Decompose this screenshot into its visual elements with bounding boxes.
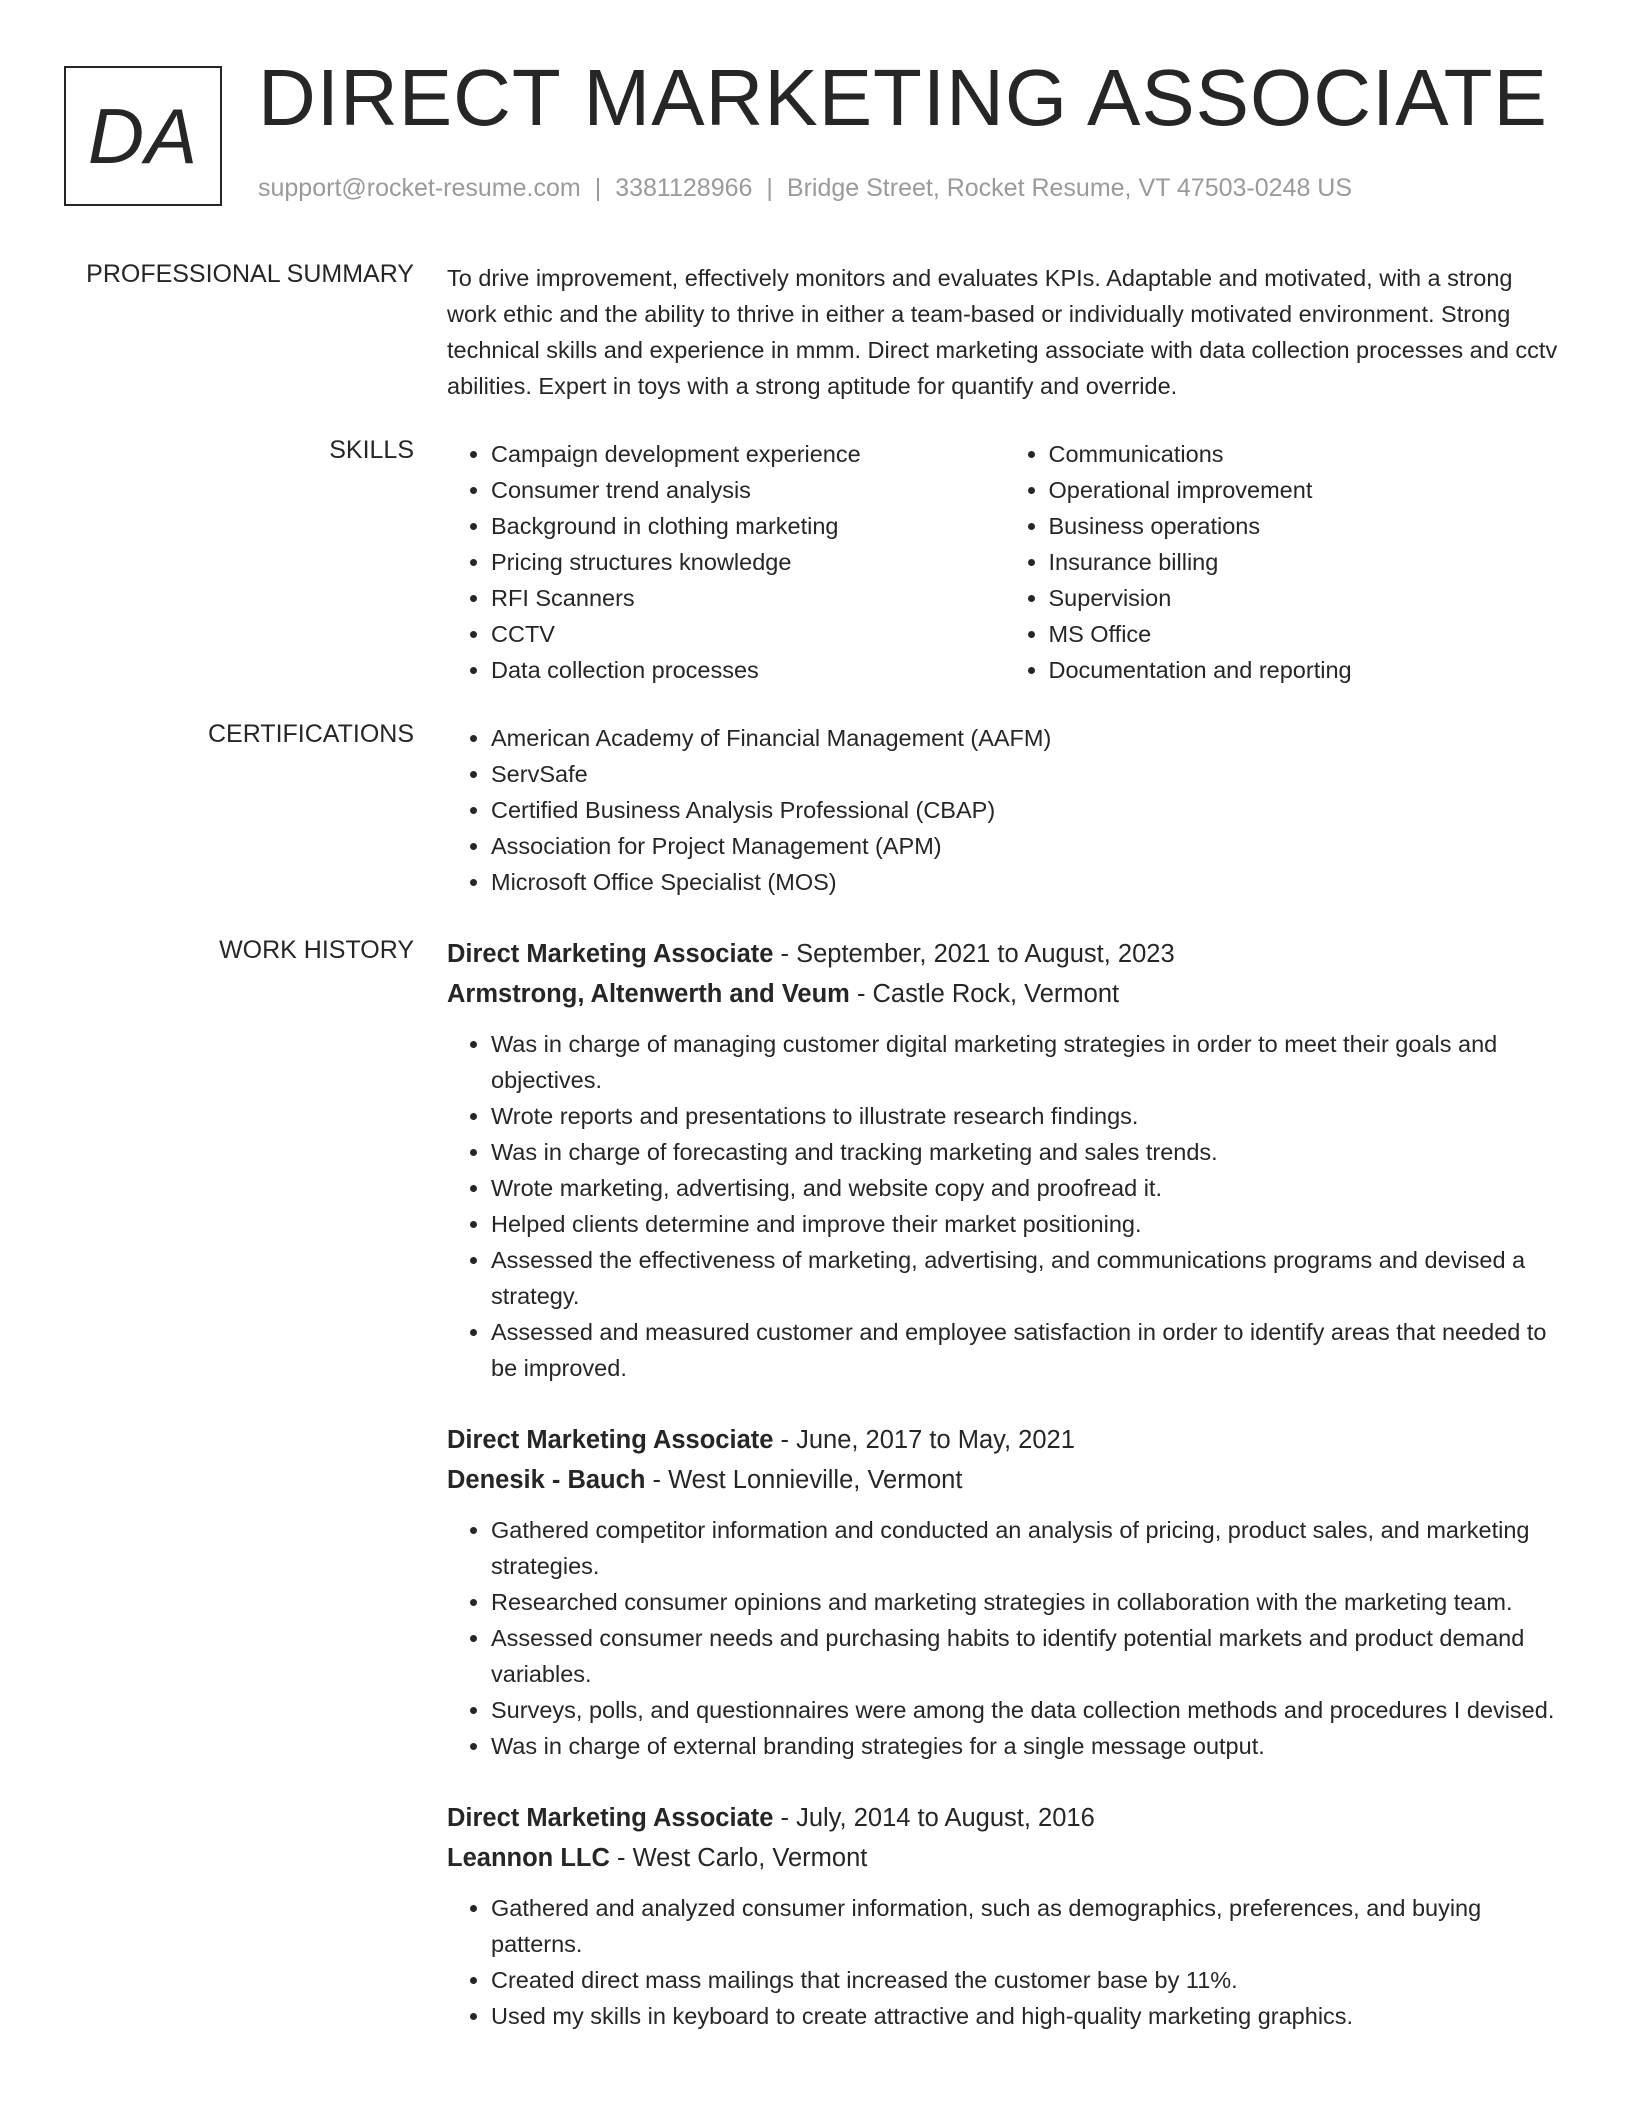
job-bullet: • Gathered and analyzed consumer information, such as demographics, preferences, and buying patterns.	[491, 1890, 1562, 1962]
job-bullet: • Used my skills in keyboard to create attractive and high-quality marketing graphics.	[491, 1998, 1562, 2034]
job-bullets	[447, 1890, 1562, 2034]
summary-text: To drive improvement, effectively monitors and evaluates KPIs. Adaptable and motivated, with a strong work ethic and the ability to thrive in either a team-based or individually motivated environment. Strong technical skills and experience in mmm. Direct marketing associate with data collection processes and cctv abilities. Expert in toys with a strong aptitude for quantify and override.	[447, 265, 1558, 399]
job-bullet: • Researched consumer opinions and marketing strategies in collaboration with the marketing team.	[491, 1584, 1562, 1620]
contact-address: Bridge Street, Rocket Resume, VT 47503-0248 US	[786, 174, 1353, 202]
job-entry	[447, 934, 1562, 1386]
skill-item: • Operational improvement	[1049, 472, 1563, 508]
job-bullets	[447, 1512, 1562, 1764]
contact-separator: |	[766, 174, 773, 202]
job-title-line	[447, 934, 1562, 974]
summary-body	[447, 260, 1562, 404]
skill-item: • RFI Scanners	[491, 580, 1005, 616]
job-company-line	[447, 974, 1562, 1014]
skill-item: • Consumer trend analysis	[491, 472, 1005, 508]
job-dates: - September, 2021 to August, 2023	[773, 940, 1175, 968]
job-dates: - June, 2017 to May, 2021	[773, 1426, 1075, 1454]
work-history-body	[447, 934, 1562, 2068]
job-dates: - July, 2014 to August, 2016	[773, 1804, 1095, 1832]
skill-item: • Data collection processes	[491, 652, 1005, 688]
contact-line	[258, 174, 1352, 203]
job-title: Direct Marketing Associate	[447, 1426, 774, 1454]
skill-item: • CCTV	[491, 616, 1005, 652]
certifications-list	[447, 720, 1562, 900]
job-company-line	[447, 1838, 1562, 1878]
job-bullet: • Surveys, polls, and questionnaires were among the data collection methods and procedures I devised.	[491, 1692, 1562, 1728]
job-entry	[447, 1420, 1562, 1764]
job-title: Direct Marketing Associate	[447, 1804, 774, 1832]
certifications-label: CERTIFICATIONS	[207, 720, 414, 748]
job-bullets	[447, 1026, 1562, 1386]
job-bullet: • Was in charge of forecasting and tracking marketing and sales trends.	[491, 1134, 1562, 1170]
job-bullet: • Was in charge of managing customer digital marketing strategies in order to meet their goals and objectives.	[491, 1026, 1562, 1098]
skill-item: • Business operations	[1049, 508, 1563, 544]
resume-title: DIRECT MARKETING ASSOCIATE	[258, 53, 1548, 142]
skill-item: • Background in clothing marketing	[491, 508, 1005, 544]
job-company: Denesik - Bauch	[447, 1466, 646, 1494]
work-history-label: WORK HISTORY	[219, 936, 414, 964]
job-title-line	[447, 1798, 1562, 1838]
job-location: - West Lonnieville, Vermont	[645, 1466, 963, 1494]
certification-item: • Microsoft Office Specialist (MOS)	[491, 864, 1562, 900]
skill-item: • Pricing structures knowledge	[491, 544, 1005, 580]
certification-item: • Certified Business Analysis Professional (CBAP)	[491, 792, 1562, 828]
skill-item: • MS Office	[1049, 616, 1563, 652]
job-bullet: • Helped clients determine and improve their market positioning.	[491, 1206, 1562, 1242]
contact-email: support@rocket-resume.com	[258, 174, 581, 202]
skill-item: • Campaign development experience	[491, 436, 1005, 472]
skills-label: SKILLS	[329, 436, 414, 464]
skill-item: • Insurance billing	[1049, 544, 1563, 580]
job-location: - West Carlo, Vermont	[609, 1844, 868, 1872]
job-title: Direct Marketing Associate	[447, 940, 774, 968]
job-entry	[447, 1798, 1562, 2034]
job-company: Leannon LLC	[447, 1844, 610, 1872]
monogram-box	[64, 66, 222, 206]
job-bullet: • Was in charge of external branding strategies for a single message output.	[491, 1728, 1562, 1764]
job-bullet: • Created direct mass mailings that increased the customer base by 11%.	[491, 1962, 1562, 1998]
certification-item: • Association for Project Management (APM)	[491, 828, 1562, 864]
contact-separator: |	[594, 174, 602, 202]
job-bullet: • Wrote reports and presentations to illustrate research findings.	[491, 1098, 1562, 1134]
job-bullet: • Gathered competitor information and conducted an analysis of pricing, product sales, and marketing strategies.	[491, 1512, 1562, 1584]
job-title-line	[447, 1420, 1562, 1460]
job-bullet: • Wrote marketing, advertising, and website copy and proofread it.	[491, 1170, 1562, 1206]
skills-list-left	[447, 436, 1005, 688]
skills-list-right	[1005, 436, 1563, 688]
skills-grid	[447, 436, 1562, 688]
certification-item: • ServSafe	[491, 756, 1562, 792]
job-location: - Castle Rock, Vermont	[849, 980, 1120, 1008]
monogram-initials: DA	[87, 91, 199, 180]
skill-item: • Communications	[1049, 436, 1563, 472]
skill-item: • Supervision	[1049, 580, 1563, 616]
job-bullet: • Assessed the effectiveness of marketing, advertising, and communications programs and devised a strategy.	[491, 1242, 1562, 1314]
skill-item: • Documentation and reporting	[1049, 652, 1563, 688]
contact-phone: 3381128966	[615, 174, 753, 202]
job-company: Armstrong, Altenwerth and Veum	[447, 980, 850, 1008]
job-bullet: • Assessed consumer needs and purchasing habits to identify potential markets and product demand variables.	[491, 1620, 1562, 1692]
job-bullet: • Assessed and measured customer and employee satisfaction in order to identify areas that needed to be improved.	[491, 1314, 1562, 1386]
certifications-body	[447, 720, 1562, 900]
certification-item: • American Academy of Financial Management (AAFM)	[491, 720, 1562, 756]
job-company-line	[447, 1460, 1562, 1500]
summary-label: PROFESSIONAL SUMMARY	[86, 260, 414, 288]
